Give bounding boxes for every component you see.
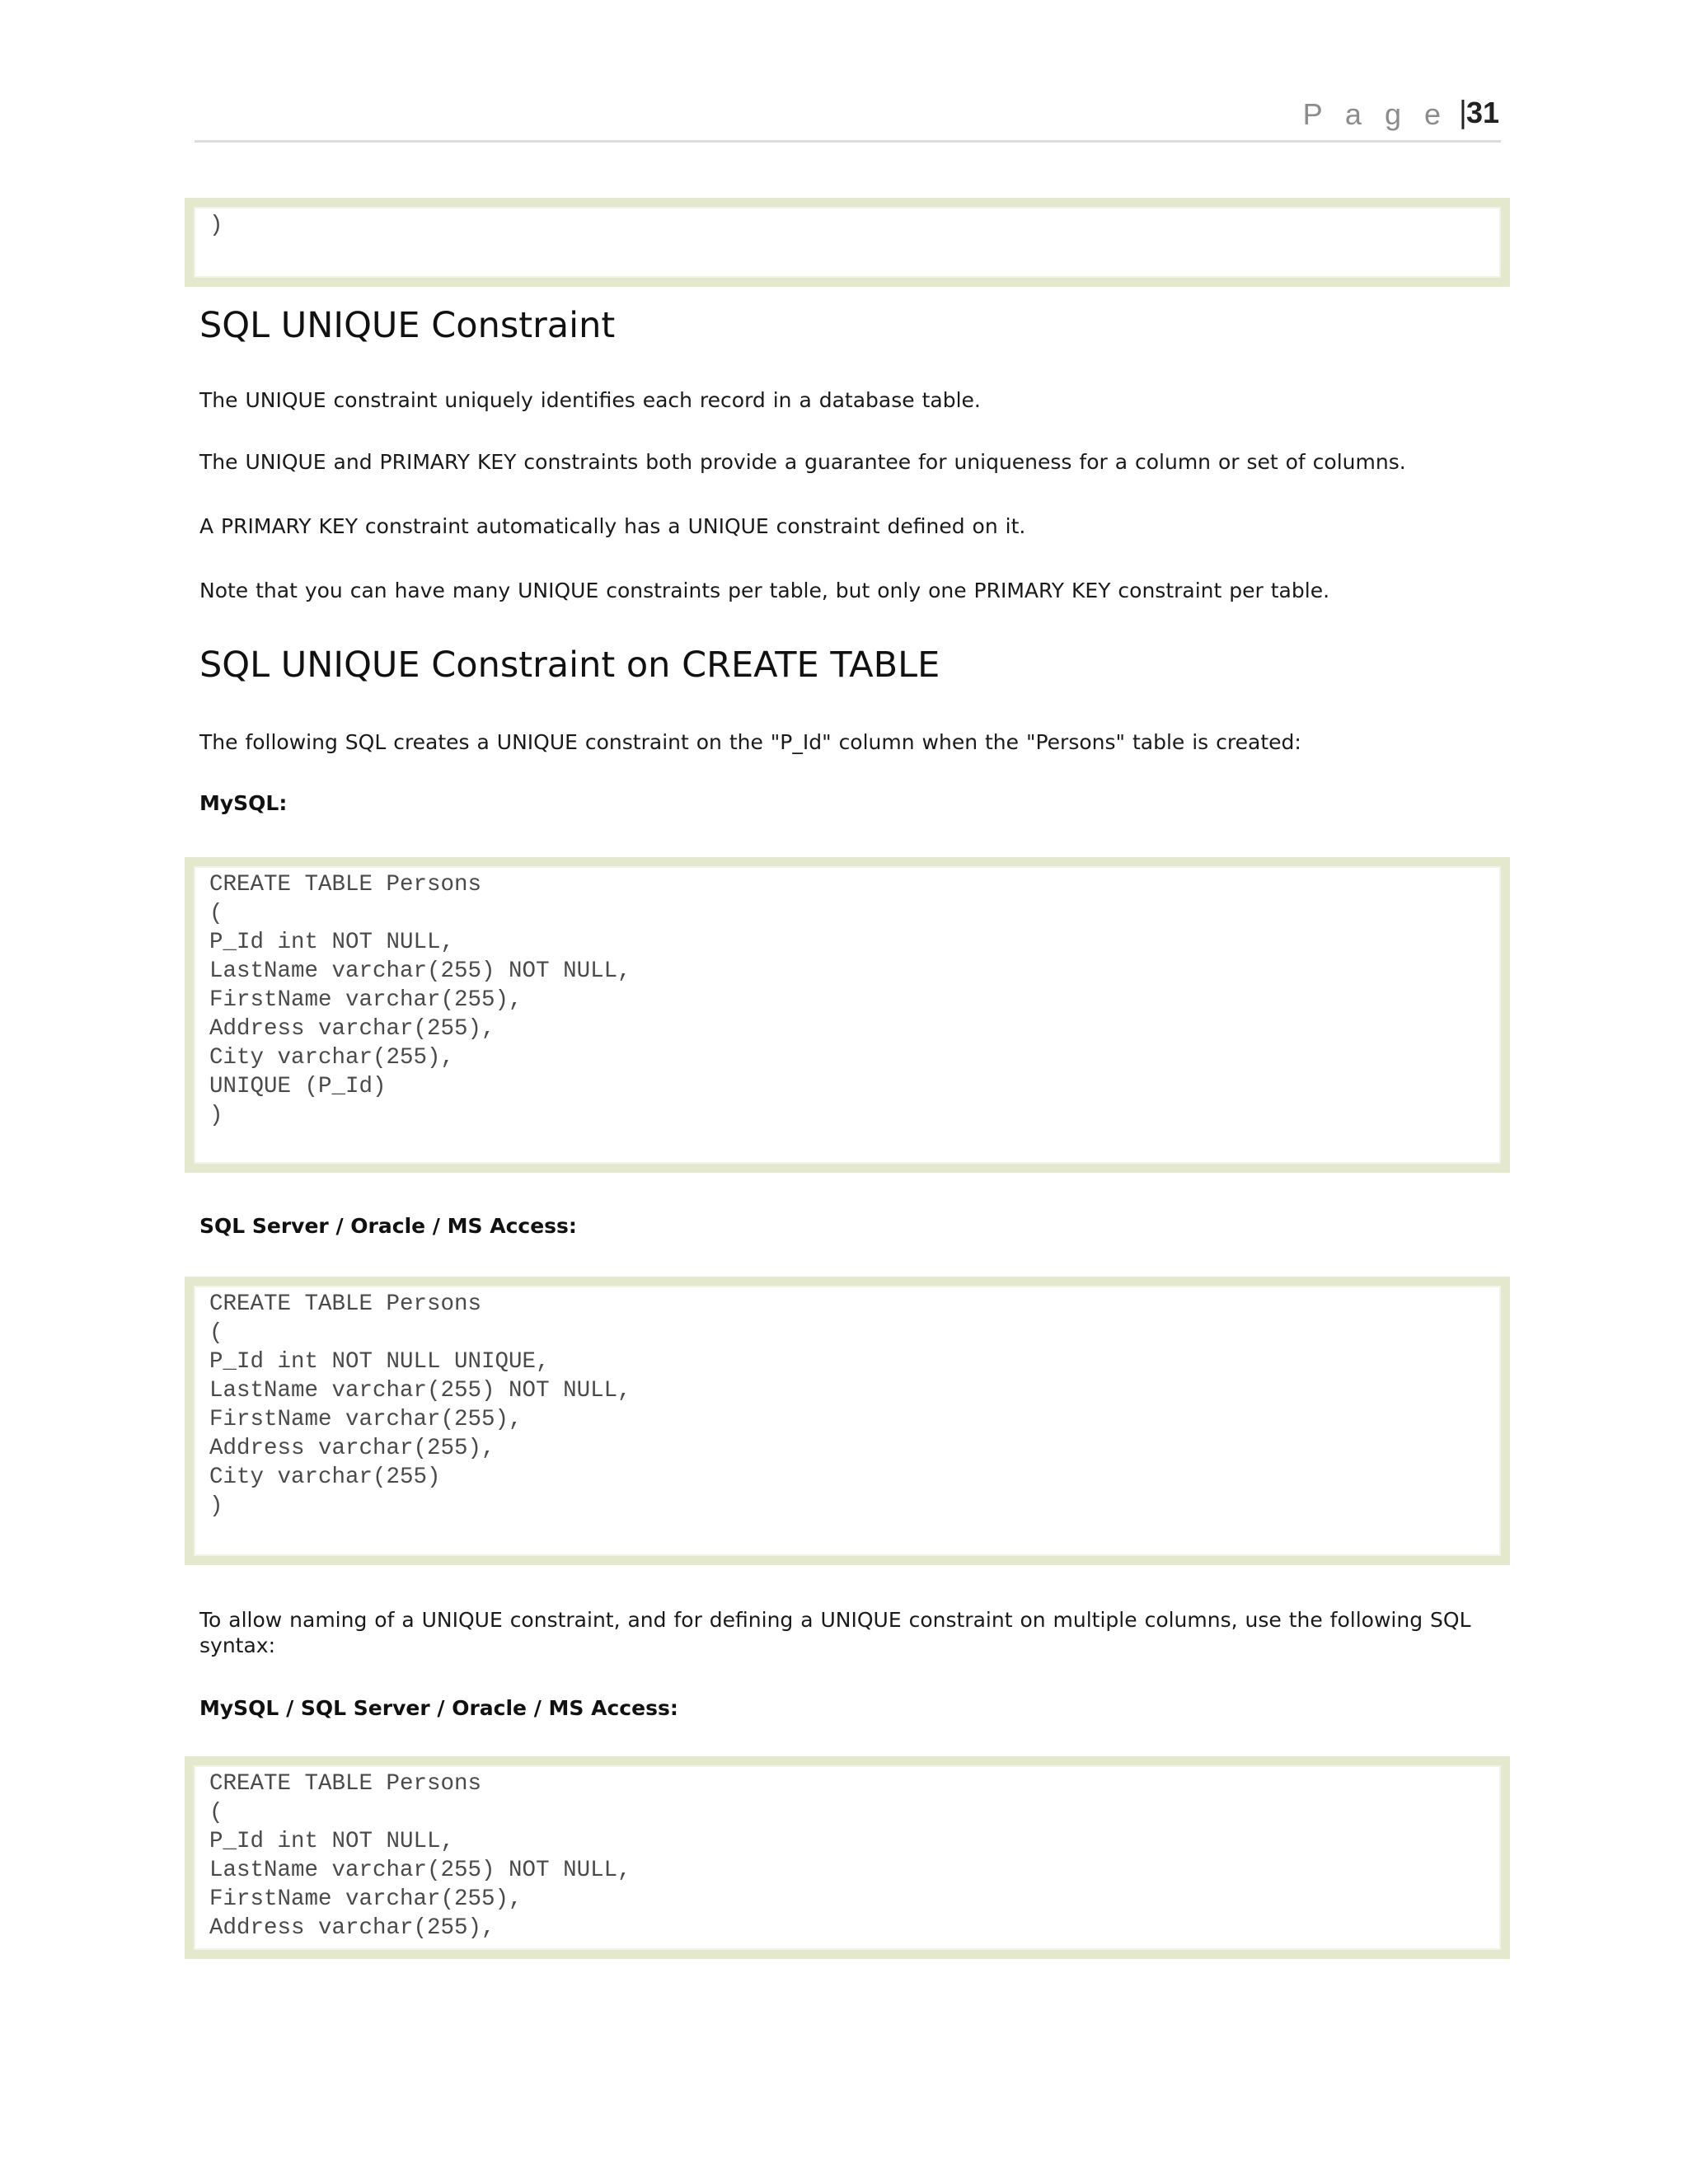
code-line: CREATE TABLE Persons [209,872,482,898]
page-number: 31 [1465,96,1499,129]
code-line: ( [209,1320,223,1346]
paragraph: Note that you can have many UNIQUE constraints per table, but only one PRIMARY KEY constraint per table. [199,579,1330,602]
code-line: City varchar(255), [209,1045,455,1071]
code-line: Address varchar(255), [209,1016,495,1042]
code-line: Address varchar(255), [209,1915,495,1941]
paragraph: To allow naming of a UNIQUE constraint, and for defining a UNIQUE constraint on multiple columns, use the following SQL syntax: [199,1608,1471,1657]
code-line: ( [209,1800,223,1825]
code-line: FirstName varchar(255), [209,1886,523,1912]
sqlserver-label: SQL Server / Oracle / MS Access: [199,1214,577,1238]
page-header [195,96,1501,143]
paragraph: A PRIMARY KEY constraint automatically has a UNIQUE constraint defined on it. [199,514,1026,538]
code-line: City varchar(255) [209,1465,441,1490]
code-line: ) [209,1103,223,1128]
section-heading-create-table: SQL UNIQUE Constraint on CREATE TABLE [199,644,940,686]
code-line: CREATE TABLE Persons [209,1291,482,1317]
paragraph: The UNIQUE constraint uniquely identifies each record in a database table. [199,388,981,412]
paragraph: The following SQL creates a UNIQUE constraint on the "P_Id" column when the "Persons" table is created: [199,730,1301,754]
code-line: P_Id int NOT NULL, [209,930,455,955]
section-heading-unique: SQL UNIQUE Constraint [199,305,616,346]
paragraph: The UNIQUE and PRIMARY KEY constraints both provide a guarantee for uniqueness for a column or set of columns. [199,450,1406,474]
code-line: LastName varchar(255) NOT NULL, [209,1378,631,1404]
mysql-label: MySQL: [199,791,288,815]
code-line: P_Id int NOT NULL UNIQUE, [209,1349,550,1375]
code-line: LastName varchar(255) NOT NULL, [209,958,631,984]
code-block-mysql [185,857,1510,1173]
code-line: ) [209,213,223,238]
code-line: P_Id int NOT NULL, [209,1829,455,1854]
page-label: P a g e [1302,97,1448,131]
code-line: LastName varchar(255) NOT NULL, [209,1858,631,1883]
code-block-sqlserver [185,1277,1510,1565]
all-databases-label: MySQL / SQL Server / Oracle / MS Access: [199,1696,678,1720]
code-line: ( [209,901,223,926]
page-separator: | [1457,96,1468,129]
code-line: ) [209,1493,223,1519]
code-line: UNIQUE (P_Id) [209,1074,387,1099]
code-line: FirstName varchar(255), [209,1407,523,1432]
code-block-all [185,1756,1510,1959]
code-line: Address varchar(255), [209,1436,495,1461]
code-line: CREATE TABLE Persons [209,1771,482,1797]
code-block-continuation [185,198,1510,287]
code-line: FirstName varchar(255), [209,987,523,1013]
